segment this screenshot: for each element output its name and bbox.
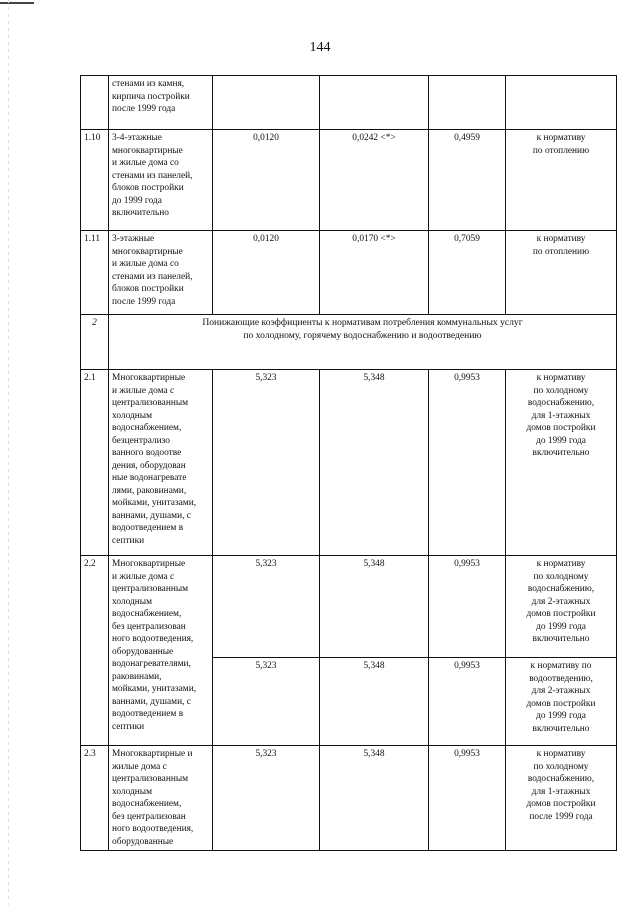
row-number: 2.2 [81,556,109,746]
value-cell-1: 0,0120 [213,130,320,231]
value-cell-1: 5,323 [213,658,320,746]
value-cell-2: 5,348 [320,746,429,851]
note-cell: к нормативу по отоплению [506,231,617,315]
table-row [81,746,617,851]
value-cell-3: 0,4959 [429,130,506,231]
value-cell-1: 5,323 [213,556,320,658]
table-row [81,370,617,556]
section-number: 2 [81,315,109,370]
value-cell-2: 5,348 [320,370,429,556]
note-cell: к нормативу по отоплению [506,130,617,231]
value-cell-1: 5,323 [213,370,320,556]
scan-edge-artifact [8,0,9,905]
row-number: 2.3 [81,746,109,851]
note-cell: к нормативу по холодному водоснабжению, для 1-этажных домов постройки после 1999 года [506,746,617,851]
table-row [81,76,617,130]
row-description: Многоквартирные и жилые дома с централизованным холодным водоснабжением, без централизован ного водоотведения, оборудованные [109,746,213,851]
value-cell-3 [429,76,506,130]
row-number: 1.11 [81,231,109,315]
value-cell-3: 0,9953 [429,658,506,746]
value-cell-1: 5,323 [213,746,320,851]
row-number: 1.10 [81,130,109,231]
row-description: 3-4-этажные многоквартирные и жилые дома со стенами из панелей, блоков постройки до 1999 года включительно [109,130,213,231]
page-number: 144 [309,40,331,55]
row-number [81,76,109,130]
scan-corner-mark [0,2,34,4]
note-cell [506,76,617,130]
section-header-row [81,315,617,370]
table-row [81,231,617,315]
table-row [81,556,617,658]
value-cell-3: 0,9953 [429,746,506,851]
value-cell-1 [213,76,320,130]
value-cell-3: 0,9953 [429,370,506,556]
value-cell-3: 0,7059 [429,231,506,315]
table-row [81,130,617,231]
coefficients-table [80,75,617,851]
row-description: Многоквартирные и жилые дома с централизованным холодным водоснабжением, безцентрализо ванного водоотве дения, оборудован ные водонагревате лями, раковинами, мойками, унитазами, ваннами, душами, с водоотведением в септики [109,370,213,556]
section-title: Понижающие коэффициенты к нормативам потребления коммунальных услуг по холодному, горячему водоснабжению и водоотведению [109,315,617,370]
note-cell: к нормативу по холодному водоснабжению, для 1-этажных домов постройки до 1999 года включительно [506,370,617,556]
row-number: 2.1 [81,370,109,556]
row-description: 3-этажные многоквартирные и жилые дома со стенами из панелей, блоков постройки после 1999 года [109,231,213,315]
value-cell-2: 0,0170 <*> [320,231,429,315]
row-description: стенами из камня, кирпича постройки после 1999 года [109,76,213,130]
value-cell-3: 0,9953 [429,556,506,658]
row-description: Многоквартирные и жилые дома с централизованным холодным водоснабжением, без централизован ного водоотведения, оборудованные водонагревателями, раковинами, мойками, унитазами, ваннами, душами, с водоотведением в септики [109,556,213,746]
value-cell-1: 0,0120 [213,231,320,315]
note-cell: к нормативу по холодному водоснабжению, для 2-этажных домов постройки до 1999 года включительно [506,556,617,658]
value-cell-2 [320,76,429,130]
note-cell: к нормативу по водоотведению, для 2-этажных домов постройки до 1999 года включительно [506,658,617,746]
value-cell-2: 5,348 [320,658,429,746]
value-cell-2: 0,0242 <*> [320,130,429,231]
value-cell-2: 5,348 [320,556,429,658]
